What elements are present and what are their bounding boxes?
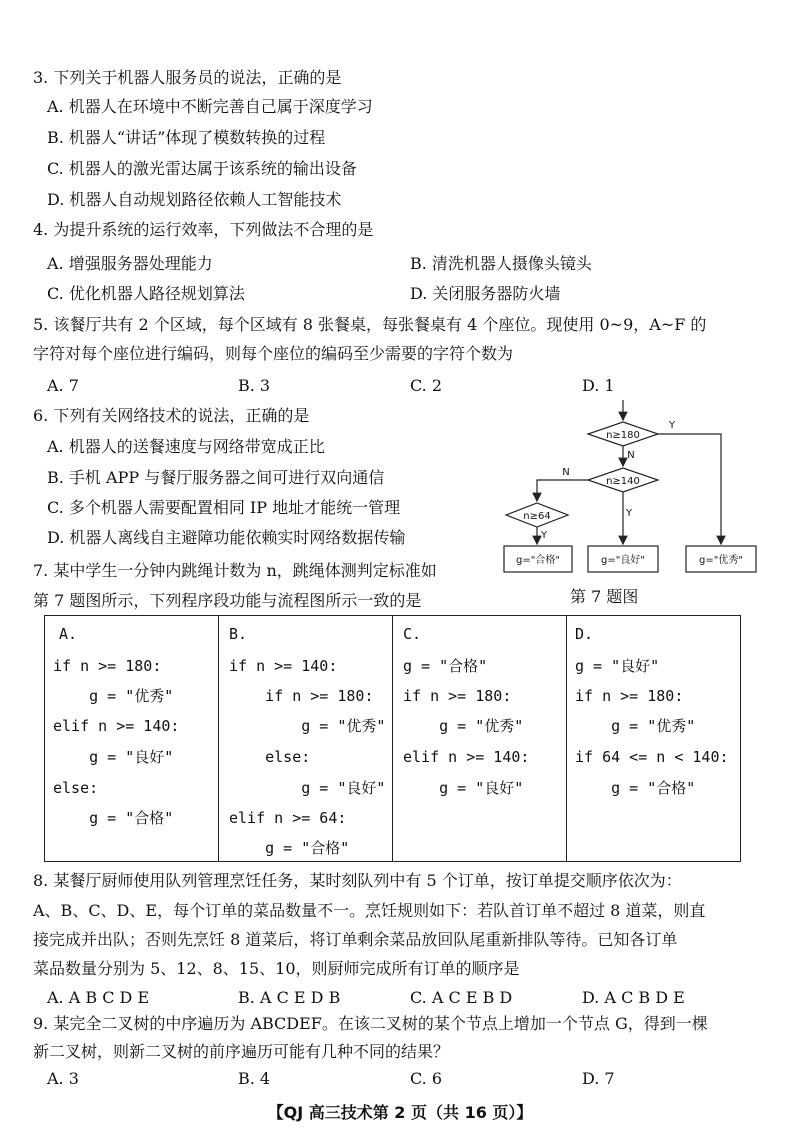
- code-line: g = "优秀": [229, 717, 386, 735]
- q8-stem-line4: 菜品数量分别为 5、12、8、15、10，则厨师完成所有订单的顺序是: [33, 959, 520, 978]
- q8-option-c: C. A C E B D: [410, 988, 513, 1007]
- q5-option-d: D. 1: [582, 376, 615, 395]
- q8-option-b: B. A C E D B: [238, 988, 341, 1007]
- q9-stem-line1: 9. 某完全二叉树的中序遍历为 ABCDEF。在该二叉树的某个节点上增加一个节点 G，得到一棵: [33, 1014, 708, 1033]
- code-line: g = "合格": [575, 779, 696, 797]
- q9-option-b: B. 4: [238, 1069, 271, 1088]
- code-line: g = "优秀": [53, 687, 174, 705]
- d3-yes-label: Y: [540, 530, 548, 541]
- code-line: g = "良好": [53, 748, 174, 766]
- q6-stem: 6. 下列有关网络技术的说法，正确的是: [33, 406, 310, 425]
- q7-figure-caption: 第 7 题图: [570, 587, 639, 606]
- code-line: elif n >= 64:: [229, 809, 347, 827]
- code-line: else:: [53, 779, 99, 797]
- q3-option-c: C. 机器人的激光雷达属于该系统的输出设备: [47, 159, 357, 178]
- code-line: g = "优秀": [403, 717, 524, 735]
- q5-option-a: A. 7: [47, 376, 79, 395]
- code-line: if 64 <= n < 140:: [575, 748, 729, 766]
- output-excellent-label: g="优秀": [699, 555, 743, 566]
- q3-option-b: B. 机器人“讲话”体现了模数转换的过程: [47, 128, 326, 147]
- q7-stem-line2: 第 7 题图所示，下列程序段功能与流程图所示一致的是: [33, 591, 422, 610]
- code-line: if n >= 180:: [53, 657, 162, 675]
- d2-yes-label: Y: [625, 508, 633, 519]
- q7-option-label: B.: [229, 625, 248, 643]
- code-line: g = "合格": [229, 839, 350, 857]
- page-footer: 【QJ 高三技术第 2 页（共 16 页）】: [267, 1103, 533, 1122]
- code-line: g = "优秀": [575, 717, 696, 735]
- q7-option-label: A.: [59, 625, 78, 643]
- code-line: if n >= 180:: [403, 687, 512, 705]
- q4-option-c: C. 优化机器人路径规划算法: [47, 284, 245, 303]
- q6-option-d: D. 机器人离线自主避障功能依赖实时网络数据传输: [47, 528, 406, 547]
- q8-stem-line1: 8. 某餐厅厨师使用队列管理烹饪任务，某时刻队列中有 5 个订单，按订单提交顺序依次为：: [33, 871, 682, 890]
- q6-option-b: B. 手机 APP 与餐厅服务器之间可进行双向通信: [47, 468, 385, 487]
- q6-option-c: C. 多个机器人需要配置相同 IP 地址才能统一管理: [47, 498, 401, 517]
- decision-n180-label: n≥180: [606, 430, 640, 441]
- code-line: if n >= 140:: [229, 657, 338, 675]
- decision-n64-label: n≥64: [523, 511, 551, 522]
- code-line: elif n >= 140:: [403, 748, 530, 766]
- q7-code-options-table: [44, 615, 741, 862]
- q5-option-c: C. 2: [410, 376, 443, 395]
- code-line: elif n >= 140:: [53, 717, 180, 735]
- code-line: if n >= 180:: [575, 687, 684, 705]
- d2-no-label: N: [562, 467, 570, 478]
- q8-stem-line3: 接完成并出队；否则先烹饪 8 道菜后，将订单剩余菜品放回队尾重新排队等待。已知各订单: [33, 930, 678, 949]
- q4-option-a: A. 增强服务器处理能力: [47, 254, 213, 273]
- q5-stem-line2: 字符对每个座位进行编码，则每个座位的编码至少需要的字符个数为: [33, 344, 514, 363]
- code-line: g = "合格": [53, 809, 174, 827]
- code-line: g = "良好": [229, 779, 386, 797]
- q7-option-label: C.: [403, 625, 422, 643]
- code-line: g = "合格": [403, 657, 488, 675]
- q9-option-c: C. 6: [410, 1069, 443, 1088]
- output-good-label: g="良好": [601, 555, 645, 566]
- q3-option-a: A. 机器人在环境中不断完善自己属于深度学习: [47, 97, 373, 116]
- q7-option-b-cell: [219, 616, 393, 861]
- q6-option-a: A. 机器人的送餐速度与网络带宽成正比: [47, 437, 325, 456]
- d1-yes-label: Y: [668, 420, 676, 431]
- q7-option-a-cell: [45, 616, 219, 861]
- q9-stem-line2: 新二叉树，则新二叉树的前序遍历可能有几种不同的结果？: [33, 1042, 450, 1061]
- code-line: else:: [229, 748, 311, 766]
- q9-option-d: D. 7: [582, 1069, 615, 1088]
- q7-option-d-cell: [567, 616, 740, 861]
- code-line: if n >= 180:: [229, 687, 374, 705]
- q4-option-b: B. 清洗机器人摄像头镜头: [410, 254, 592, 273]
- q4-stem: 4. 为提升系统的运行效率，下列做法不合理的是: [33, 220, 374, 239]
- code-line: g = "良好": [575, 657, 660, 675]
- q7-flowchart: [496, 398, 766, 582]
- output-pass-label: g="合格": [516, 555, 560, 566]
- q5-stem-line1: 5. 该餐厅共有 2 个区域，每个区域有 8 张餐桌，每张餐桌有 4 个座位。现使用 0~9，A~F 的: [33, 315, 707, 334]
- q9-option-a: A. 3: [47, 1069, 79, 1088]
- decision-n140-label: n≥140: [606, 476, 640, 487]
- q8-option-a: A. A B C D E: [47, 988, 150, 1007]
- q3-option-d: D. 机器人自动规划路径依赖人工智能技术: [47, 190, 342, 209]
- q7-stem-line1: 7. 某中学生一分钟内跳绳计数为 n，跳绳体测判定标准如: [33, 561, 437, 580]
- d1-no-label: N: [627, 450, 635, 461]
- code-line: g = "良好": [403, 779, 524, 797]
- q7-option-label: D.: [575, 625, 594, 643]
- q5-option-b: B. 3: [238, 376, 271, 395]
- q8-option-d: D. A C B D E: [582, 988, 685, 1007]
- q8-stem-line2: A、B、C、D、E，每个订单的菜品数量不一。烹饪规则如下：若队首订单不超过 8 道菜，则直: [33, 901, 706, 920]
- q7-option-c-cell: [393, 616, 567, 861]
- q3-stem: 3. 下列关于机器人服务员的说法，正确的是: [33, 68, 342, 87]
- q4-option-d: D. 关闭服务器防火墙: [410, 284, 561, 303]
